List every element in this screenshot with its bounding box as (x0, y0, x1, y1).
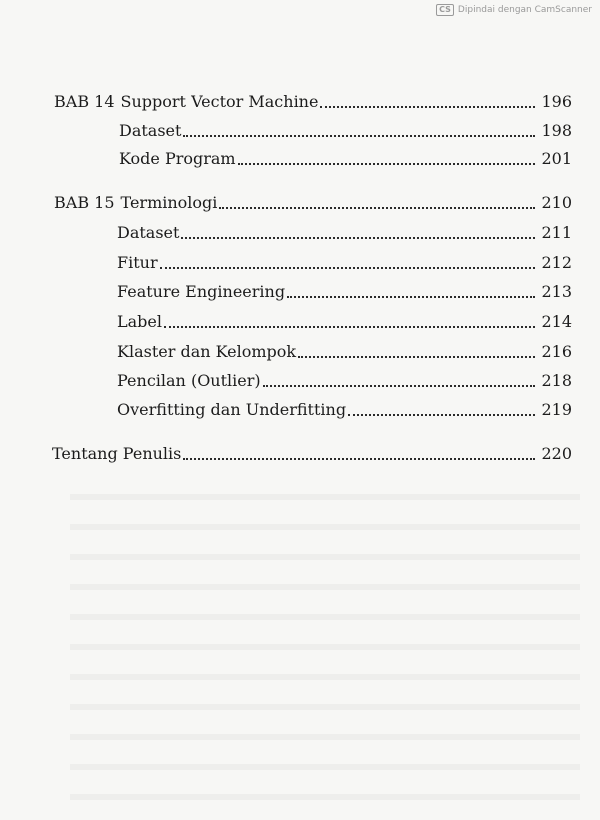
page-number: 213 (541, 282, 572, 301)
toc-item[interactable] (117, 253, 572, 273)
item-title: Klaster dan Kelompok (117, 342, 297, 361)
chapter-title: Support Vector Machine (120, 92, 319, 111)
page-number: 220 (541, 444, 572, 463)
item-title: Kode Program (119, 149, 236, 168)
item-title: Overfitting dan Underfitting (117, 400, 347, 419)
toc-item[interactable] (117, 223, 572, 243)
dot-leader (183, 458, 535, 460)
toc-item[interactable] (117, 400, 572, 420)
page-number: 219 (541, 400, 572, 419)
page-number: 201 (541, 149, 572, 168)
camscanner-logo-icon: CS (436, 4, 454, 16)
toc-item[interactable] (117, 312, 572, 332)
dot-leader (348, 414, 535, 416)
dot-leader (183, 135, 535, 137)
page-number: 212 (541, 253, 572, 272)
chapter-number: BAB 15 (54, 193, 115, 212)
item-title: Dataset (119, 121, 182, 140)
dot-leader (238, 163, 536, 165)
page-number: 210 (541, 193, 572, 212)
item-title: Tentang Penulis (52, 444, 182, 463)
watermark-text: Dipindai dengan CamScanner (457, 5, 592, 15)
page-number: 196 (541, 92, 572, 111)
dot-leader (320, 106, 535, 108)
toc-item[interactable] (119, 149, 572, 169)
dot-leader (298, 356, 535, 358)
dot-leader (219, 207, 535, 209)
page-number: 216 (541, 342, 572, 361)
toc-item[interactable] (117, 371, 572, 391)
dot-leader (181, 237, 535, 239)
item-title: Pencilan (Outlier) (117, 371, 261, 390)
toc-item[interactable] (119, 121, 572, 141)
toc-item[interactable] (117, 282, 572, 302)
dot-leader (287, 296, 535, 298)
toc-item[interactable] (117, 342, 572, 362)
page-number: 214 (541, 312, 572, 331)
scanner-watermark (436, 4, 592, 16)
page-number: 211 (541, 223, 572, 242)
page-number: 218 (541, 371, 572, 390)
page-bleed-through (70, 470, 580, 820)
toc-chapter-14[interactable] (54, 92, 572, 112)
page-number: 198 (541, 121, 572, 140)
chapter-number: BAB 14 (54, 92, 115, 111)
dot-leader (263, 385, 536, 387)
dot-leader (160, 267, 536, 269)
item-title: Fitur (117, 253, 158, 272)
toc-chapter-15[interactable] (54, 193, 572, 213)
item-title: Dataset (117, 223, 180, 242)
dot-leader (164, 326, 535, 328)
item-title: Feature Engineering (117, 282, 286, 301)
item-title: Label (117, 312, 162, 331)
chapter-title: Terminologi (120, 193, 218, 212)
toc-author[interactable] (52, 444, 572, 464)
